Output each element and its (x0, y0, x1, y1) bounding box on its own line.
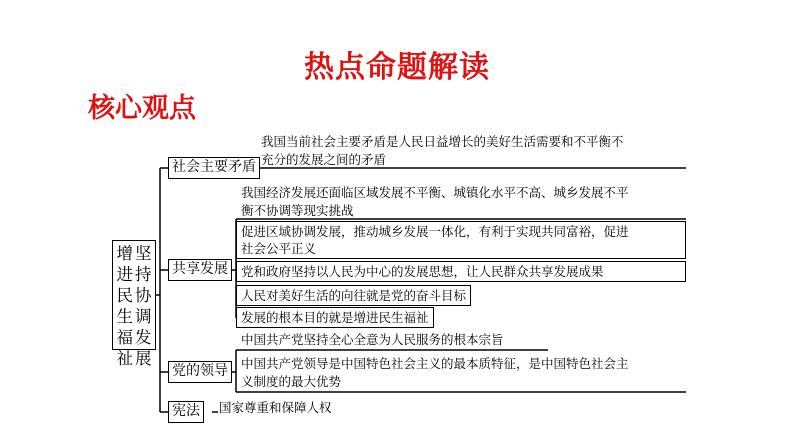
leaf-line: 义制度的最大优势 (241, 374, 342, 389)
leaf-line: 充分的发展之间的矛盾 (261, 152, 387, 167)
root-col-1 (135, 243, 152, 368)
root-col-2 (116, 243, 134, 368)
leaf-line: 促进区域协调发展，推动城乡发展一体化，有利于实现共同富裕，促进 (241, 224, 629, 239)
leaf-line: 中国共产党领导是中国特色社会主义的最本质特征，是中国特色社会主 (241, 356, 629, 371)
leaf-coordinated-development (236, 221, 686, 259)
root-char: 民 (116, 286, 133, 305)
root-char: 坚 (135, 244, 152, 263)
leaf-social-contradiction (261, 133, 624, 169)
root-char: 增 (116, 244, 133, 263)
page-title: 热点命题解读 (304, 50, 490, 85)
leaf-line: 衡不协调等现实挑战 (241, 203, 354, 218)
leaf-development-challenges (241, 184, 629, 220)
leaf-fundamental-purpose: 发展的根本目的就是增进民生福祉 (236, 307, 434, 328)
section-heading: 核心观点 (88, 93, 196, 124)
root-char: 持 (135, 265, 152, 284)
root-char: 福 (116, 328, 133, 347)
root-char: 祉 (116, 349, 133, 368)
leaf-line: 社会公平正义 (241, 241, 317, 256)
leaf-people-centered: 党和政府坚持以人民为中心的发展思想，让人民群众共享发展成果 (236, 261, 686, 282)
leaf-line: 我国当前社会主要矛盾是人民日益增长的美好生活需要和不平衡不 (261, 134, 624, 149)
root-char: 发 (135, 328, 152, 347)
branch-shared-development: 共享发展 (168, 259, 232, 281)
leaf-serve-people: 中国共产党坚持全心全意为人民服务的根本宗旨 (241, 332, 504, 347)
branch-party-leadership: 党的领导 (168, 361, 232, 383)
branch-constitution: 宪法 (168, 401, 204, 423)
leaf-party-leadership-feature (241, 355, 629, 391)
root-box (112, 240, 156, 368)
branch-social-contradiction: 社会主要矛盾 (168, 157, 260, 179)
root-char: 进 (116, 265, 133, 284)
root-char: 生 (116, 307, 133, 326)
leaf-line: 我国经济发展还面临区域发展不平衡、城镇化水平不高、城乡发展不平 (241, 185, 629, 200)
root-char: 展 (135, 349, 152, 368)
leaf-human-rights: 国家尊重和保障人权 (219, 400, 332, 415)
leaf-party-goal: 人民对美好生活的向往就是党的奋斗目标 (236, 285, 471, 306)
root-char: 协 (135, 286, 152, 305)
root-char: 调 (135, 307, 152, 326)
